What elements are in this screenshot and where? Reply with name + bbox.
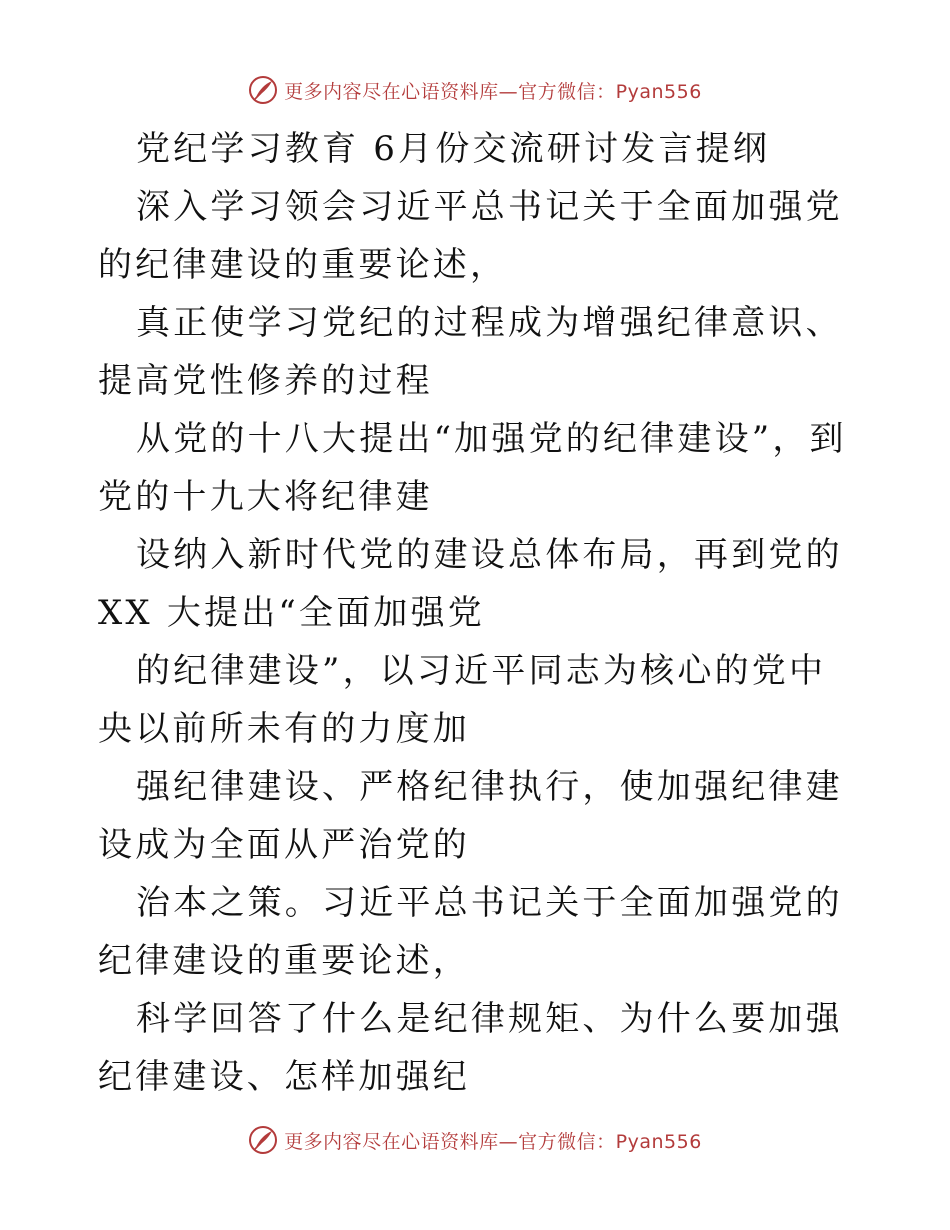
paragraph: 真正使学习党纪的过程成为增强纪律意识、提高党性修养的过程 <box>98 303 843 401</box>
footer-banner <box>0 1120 950 1160</box>
document-body <box>98 120 858 1106</box>
document-title: 党纪学习教育 6月份交流研讨发言提纲 <box>136 129 771 169</box>
paragraph: 强纪律建设、严格纪律执行，使加强纪律建设成为全面从严治党的 <box>98 767 843 865</box>
paragraph: 的纪律建设”，以习近平同志为核心的党中央以前所未有的力度加 <box>98 651 827 749</box>
paragraph: 设纳入新时代党的建设总体布局，再到党的 XX 大提出“全面加强党 <box>98 535 843 633</box>
paragraph: 治本之策。习近平总书记关于全面加强党的纪律建设的重要论述， <box>98 883 843 981</box>
paragraph: 科学回答了什么是纪律规矩、为什么要加强纪律建设、怎样加强纪 <box>98 999 843 1097</box>
paragraph: 深入学习领会习近平总书记关于全面加强党的纪律建设的重要论述， <box>98 187 843 285</box>
footer-banner-text: 更多内容尽在心语资料库—官方微信：Pyan556 <box>284 1130 702 1153</box>
feather-pen-logo-icon <box>248 75 278 105</box>
paragraph: 从党的十八大提出“加强党的纪律建设”，到党的十九大将纪律建 <box>98 419 847 517</box>
header-banner <box>0 70 950 110</box>
header-banner-text: 更多内容尽在心语资料库—官方微信：Pyan556 <box>284 80 702 103</box>
feather-pen-logo-icon <box>248 1125 278 1155</box>
